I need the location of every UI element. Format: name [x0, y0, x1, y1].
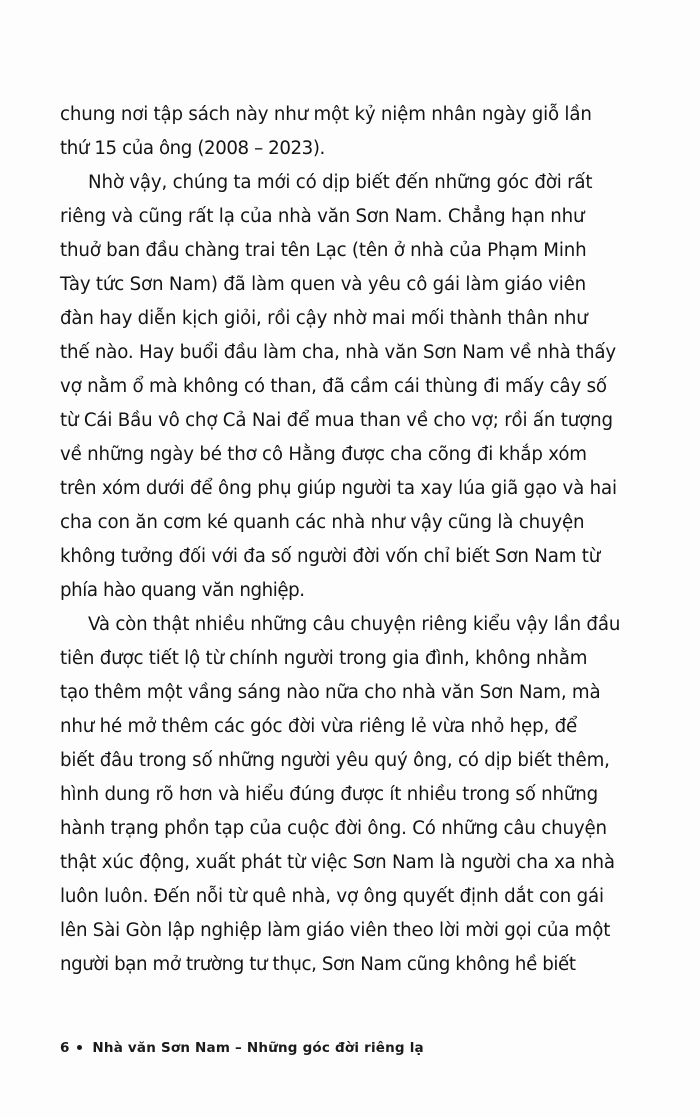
text-line: người bạn mở trường tư thục, Sơn Nam cũng không hề biết [60, 954, 576, 975]
text-line: vợ nằm ổ mà không có than, đã cầm cái thùng đi mấy cây số [60, 376, 607, 397]
text-line: thuở ban đầu chàng trai tên Lạc (tên ở nhà của Phạm Minh [60, 240, 587, 261]
text-line: từ Cái Bầu vô chợ Cả Nai để mua than về cho vợ; rồi ấn tượng [60, 410, 613, 431]
bullet-separator-icon [77, 1045, 82, 1050]
running-title: Nhà văn Sơn Nam – Những góc đời riêng lạ [92, 1040, 424, 1056]
text-line: không tưởng đối với đa số người đời vốn chỉ biết Sơn Nam từ [60, 546, 601, 567]
text-line: về những ngày bé thơ cô Hằng được cha cõng đi khắp xóm [60, 444, 587, 465]
text-line: Nhờ vậy, chúng ta mới có dịp biết đến những góc đời rất [88, 172, 593, 193]
text-line: thứ 15 của ông (2008 – 2023). [60, 138, 325, 159]
paragraph [60, 608, 650, 982]
text-line: chung nơi tập sách này như một kỷ niệm nhân ngày giỗ lần [60, 104, 592, 125]
text-line: trên xóm dưới để ông phụ giúp người ta xay lúa giã gạo và hai [60, 478, 617, 499]
text-line: hình dung rõ hơn và hiểu đúng được ít nhiều trong số những [60, 784, 599, 805]
text-line: phía hào quang văn nghiệp. [60, 580, 305, 601]
text-line: hành trạng phồn tạp của cuộc đời ông. Có những câu chuyện [60, 818, 607, 839]
text-line: Tày tức Sơn Nam) đã làm quen và yêu cô gái làm giáo viên [60, 274, 587, 295]
page-footer [60, 1036, 424, 1060]
text-line: cha con ăn cơm ké quanh các nhà như vậy cũng là chuyện [60, 512, 585, 533]
text-line: tạo thêm một vầng sáng nào nữa cho nhà văn Sơn Nam, mà [60, 682, 601, 703]
page-number: 6 [60, 1040, 70, 1056]
page-body [60, 98, 650, 982]
text-line: tiên được tiết lộ từ chính người trong gia đình, không nhằm [60, 648, 588, 669]
text-line: thế nào. Hay buổi đầu làm cha, nhà văn Sơn Nam về nhà thấy [60, 342, 617, 363]
text-line: lên Sài Gòn lập nghiệp làm giáo viên theo lời mời gọi của một [60, 920, 611, 941]
text-line: Và còn thật nhiều những câu chuyện riêng kiểu vậy lần đầu [88, 614, 621, 635]
paragraph [60, 98, 650, 166]
text-line: luôn luôn. Đến nỗi từ quê nhà, vợ ông quyết định dắt con gái [60, 886, 604, 907]
text-line: như hé mở thêm các góc đời vừa riêng lẻ vừa nhỏ hẹp, để [60, 716, 578, 737]
text-line: riêng và cũng rất lạ của nhà văn Sơn Nam. Chẳng hạn như [60, 206, 585, 227]
text-line: biết đâu trong số những người yêu quý ông, có dịp biết thêm, [60, 750, 610, 771]
paragraph [60, 166, 650, 608]
text-line: thật xúc động, xuất phát từ việc Sơn Nam là người cha xa nhà [60, 852, 615, 873]
text-line: đàn hay diễn kịch giỏi, rồi cậy nhờ mai mối thành thân như [60, 308, 588, 329]
